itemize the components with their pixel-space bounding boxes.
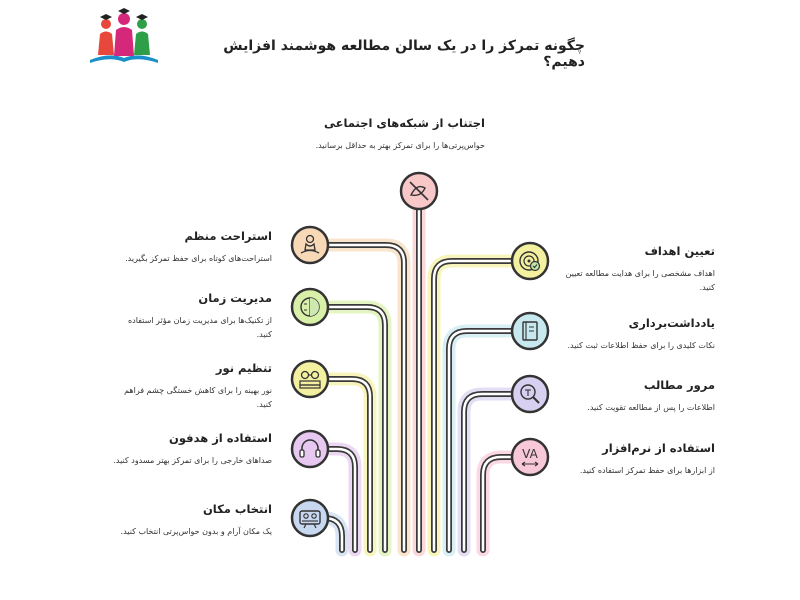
left-node (292, 227, 328, 263)
left-node-desc: نور بهینه را برای کاهش خستگی چشم فراهم کنید. (124, 386, 272, 409)
right-node (512, 243, 548, 279)
left-node-desc: یک مکان آرام و بدون حواس‌پرتی انتخاب کنید. (120, 527, 272, 536)
center-node-desc: حواس‌پرتی‌ها را برای تمرکز بهتر به حداقل برسانید. (315, 141, 485, 150)
center-node (401, 173, 437, 209)
left-node-desc: صداهای خارجی را برای تمرکز بهتر مسدود کنید. (113, 456, 272, 465)
left-node-desc: استراحت‌های کوتاه برای حفظ تمرکز بگیرید. (125, 254, 272, 263)
left-node-text (112, 291, 272, 342)
page-title: چگونه تمرکز را در یک سالن مطالعه هوشمند افزایش دهیم؟ (223, 38, 585, 70)
left-node-title: انتخاب مکان (202, 502, 272, 516)
left-node-desc: از تکنیک‌ها برای مدیریت زمان مؤثر استفاده کنید. (127, 316, 272, 339)
center-node-title: اجتناب از شبکه‌های اجتماعی (323, 116, 485, 130)
left-node-text (112, 502, 272, 539)
left-node-title: مدیریت زمان (198, 291, 272, 305)
left-node (292, 289, 328, 325)
left-node-title: استفاده از هدفون (169, 431, 272, 445)
right-node-title: تعیین اهداف (644, 244, 715, 258)
left-node-text (112, 361, 272, 412)
left-node (292, 361, 328, 397)
students-reading-logo (90, 8, 158, 63)
right-node-title: مرور مطالب (643, 378, 715, 392)
center-node-text (300, 116, 485, 153)
right-node-desc: از ابزارها برای حفظ تمرکز استفاده کنید. (579, 466, 715, 475)
right-node-title: استفاده از نرم‌افزار (602, 441, 715, 455)
right-node-text (565, 378, 715, 415)
right-node-title: یادداشت‌برداری (628, 316, 715, 330)
left-node-text (112, 229, 272, 266)
right-node (512, 313, 548, 349)
right-node (512, 376, 548, 412)
right-node-desc: نکات کلیدی را برای حفظ اطلاعات ثبت کنید. (567, 341, 715, 350)
right-node-desc: اهداف مشخصی را برای هدایت مطالعه تعیین کنید. (565, 269, 715, 292)
right-node-text (565, 316, 715, 353)
right-node-text (565, 244, 715, 295)
left-node (292, 431, 328, 467)
right-connector-highlight (483, 457, 512, 550)
right-node-desc: اطلاعات را پس از مطالعه تقویت کنید. (587, 403, 715, 412)
right-node (512, 439, 548, 475)
va-label: VA (522, 447, 538, 461)
left-node-title: تنظیم نور (215, 361, 272, 375)
right-node-text (565, 441, 715, 478)
left-node (292, 500, 328, 536)
left-node-text (112, 431, 272, 468)
left-node-title: استراحت منظم (184, 229, 272, 243)
